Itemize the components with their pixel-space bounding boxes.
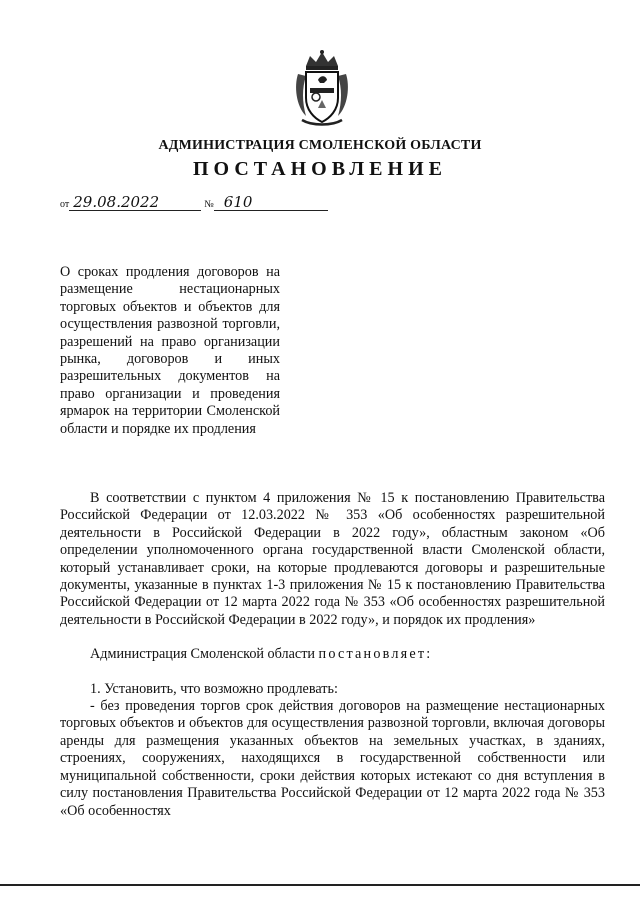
resolves-subject: Администрация Смоленской области bbox=[90, 646, 315, 663]
number-label: № bbox=[204, 199, 214, 210]
document-number-line bbox=[60, 194, 328, 211]
date-label: от bbox=[60, 199, 70, 210]
item-1: 1. Установить, что возможно продлевать: bbox=[90, 680, 338, 697]
document-body bbox=[60, 490, 605, 820]
coat-of-arms-emblem bbox=[292, 50, 352, 128]
document-type-title: ПОСТАНОВЛЕНИЕ bbox=[193, 158, 447, 180]
document-subject: О сроках продления договоров на размещение нестационарных торговых объектов и объектов для осуществления развозной торговли, разрешений на право организации рынка, договоров и иных разрешительных документов на право организации и проведения ярмарок на территории Смоленской области и порядке их продления bbox=[60, 264, 280, 437]
handwritten-date: 29.08.2022 bbox=[69, 194, 201, 211]
resolves-word: постановляет: bbox=[318, 646, 433, 663]
resolves-paragraph bbox=[60, 646, 605, 663]
handwritten-number: 610 bbox=[214, 194, 328, 211]
organization-name: АДМИНИСТРАЦИЯ СМОЛЕНСКОЙ ОБЛАСТИ bbox=[158, 138, 482, 153]
item-1-dash-paragraph: - без проведения торгов срок действия договоров на размещение нестационарных торговых объектов и объектов для осуществления развозной торговли, включая договоры аренды для размещения указанных объектов на земельных участках, в зданиях, строениях, сооружениях, находящихся в государственной собственности или муниципальной собственности, сроки действия которых истекают со дня вступления в силу постановления Правительства Российской Федерации от 12 марта 2022 года № 353 «Об особенностях bbox=[60, 698, 605, 819]
page-edge-line bbox=[0, 884, 640, 886]
preamble-paragraph: В соответствии с пунктом 4 приложения № 15 к постановлению Правительства Российской Федерации от 12.03.2022 № 353 «Об особенностях разрешительной деятельности в Российской Федерации в 2022 году», областным законом «Об определении уполномоченного органа государственной власти Смоленской области, который устанавливает сроки, на которые продлеваются договоры и разрешительные документы, указанные в пунктах 1-3 приложения № 15 к постановлению Правительства Российской Федерации от 12 марта 2022 года № 353 «Об особенностях разрешительной деятельности в Российской Федерации в 2022 году», и порядок их продления» bbox=[60, 490, 605, 628]
